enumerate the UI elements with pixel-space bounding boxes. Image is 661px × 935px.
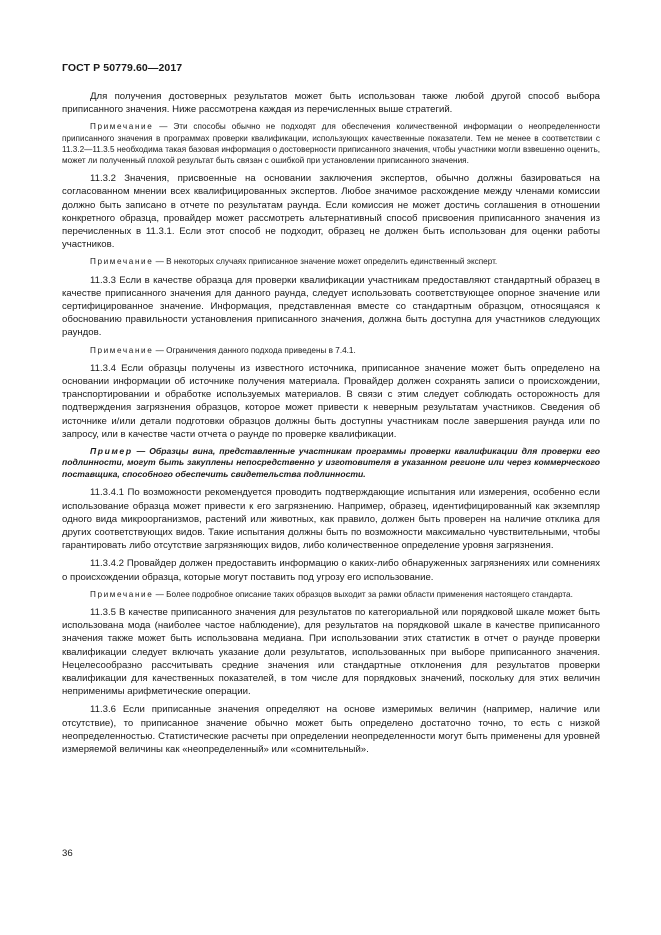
note-4 bbox=[62, 589, 600, 600]
note-text: — Ограничения данного подхода приведены в 7.4.1. bbox=[153, 345, 356, 355]
note-text: — Более подробное описание таких образцов выходит за рамки области применения настоящего стандарта. bbox=[153, 589, 573, 599]
note-label: Примечание bbox=[90, 589, 154, 599]
example-block bbox=[62, 446, 600, 480]
document-body bbox=[62, 90, 600, 761]
note-2 bbox=[62, 256, 600, 267]
note-label: Примечание bbox=[90, 257, 154, 267]
paragraph-intro: Для получения достоверных результатов может быть использован также любой другой способ выбора приписанного значения. Ниже рассмотрена каждая из перечисленных выше стратегий. bbox=[62, 91, 600, 116]
note-text: — Эти способы обычно не подходят для обеспечения количественной информации о неопределенности приписанного значения в программах проверки квалификации, использующих качественные показатели. Тем не менее в соответствии с 11.3.2—11.3.5 необходима такая базовая информация о достоверности приписанного значения, чтобы участники могли взвешенно оценить, может ли полученный плохой результат быть связан с ошибкой при установлении приписанного значения. bbox=[62, 122, 600, 166]
paragraph-11-3-4-1: 11.3.4.1 По возможности рекомендуется проводить подтверждающие испытания или измерения, особенно если использование образца может привести к его загрязнению. Например, образец, идентифицированный как экземпляр одного вида микроорганизмов, растений или животных, как правило, должен быть проверен на наличие отклика для других соответствующих видов. Такие испытания должны быть по возможности максимально чувствительными, чтобы гарантировать либо отсутствие загрязняющих видов, либо количественное определение уровня загрязнения. bbox=[62, 487, 600, 552]
note-1 bbox=[62, 121, 600, 166]
note-text: — В некоторых случаях приписанное значение может определить единственный эксперт. bbox=[153, 257, 498, 267]
paragraph-11-3-4: 11.3.4 Если образцы получены из известного источника, приписанное значение может быть определено на основании информации об источнике получения материала. Провайдер должен сохранять записи о происхождении, транспортировании и обработке используемых материалов. В связи с этим следует соблюдать осторожность для подтверждения загрязнения образцов, которое может привести к неверным результатам участников. Сведения об источнике и/или детали подготовки образцов должны быть доступны участникам после завершения раунда или по запросу, или в качестве части отчета о раунде по проверке квалификации. bbox=[62, 362, 600, 440]
paragraph-11-3-5: 11.3.5 В качестве приписанного значения для результатов по категориальной или порядковой шкале может быть использована мода (наиболее частое наблюдение), для результатов на порядковой шкале в качестве приписанного значения также может быть использована медиана. При использовании этих статистик в отчет о раунде проверки квалификации следует включать указание доли результатов, использованных при выборе приписанного значения. Нецелесообразно рассчитывать средние значения или стандартные отклонения для результатов проверки квалификации для качественных показателей, в том числе для порядковых значений, поскольку для этих величин неприменимы арифметические операции. bbox=[62, 606, 600, 698]
document-header: ГОСТ Р 50779.60—2017 bbox=[62, 62, 183, 74]
note-label: Примечание bbox=[90, 345, 154, 355]
example-label: Пример bbox=[90, 446, 133, 457]
example-text: — Образцы вина, представленные участникам программы проверки квалификации для проверки его подлинности, могут быть закуплены непосредственно у изготовителя в указанном регионе или через коммерческого поставщика, способного обеспечить свидетельства подлинности. bbox=[62, 446, 600, 479]
paragraph-11-3-3: 11.3.3 Если в качестве образца для проверки квалификации участникам предоставляют стандартный образец в качестве приписанного значения для данного раунда, следует использовать соответствующее опорное значение или сертифицированное значение. Информация, представленная вместе со стандартным образцом, относящаяся к обоснованию правильности установления приписанного значения, должна быть доступна для участников следующих раундов. bbox=[62, 274, 600, 339]
page-number: 36 bbox=[62, 848, 73, 859]
paragraph-11-3-6: 11.3.6 Если приписанные значения определяют на основе измеримых величин (например, наличие или отсутствие), то приписанное значение обычно может быть определено достаточно точно, то есть с низкой неопределенностью. Статистические расчеты при определении неопределенности могут быть применены для уровней измеряемой величины как «неопределенный» или «сомнительный». bbox=[62, 704, 600, 755]
note-3 bbox=[62, 345, 600, 356]
paragraph-11-3-2: 11.3.2 Значения, присвоенные на основании заключения экспертов, обычно должны базироваться на согласованном мнении всех квалифицированных экспертов. Любое значимое расхождение между членами комиссии должно быть записано в отчете по результатам раунда. Если комиссия не может достичь соглашения в отношении конкретного образца, провайдер может рассмотреть альтернативный способ присвоения приписанного значения из перечисленных в 11.3.1. Если этот способ не подходит, образец не должен быть использован для оценки работы участников. bbox=[62, 173, 600, 251]
note-label: Примечание bbox=[90, 122, 154, 132]
paragraph-11-3-4-2: 11.3.4.2 Провайдер должен предоставить информацию о каких-либо обнаруженных загрязнениях или сомнениях о происхождении образца, которые могут поставить под угрозу его использование. bbox=[62, 558, 600, 583]
